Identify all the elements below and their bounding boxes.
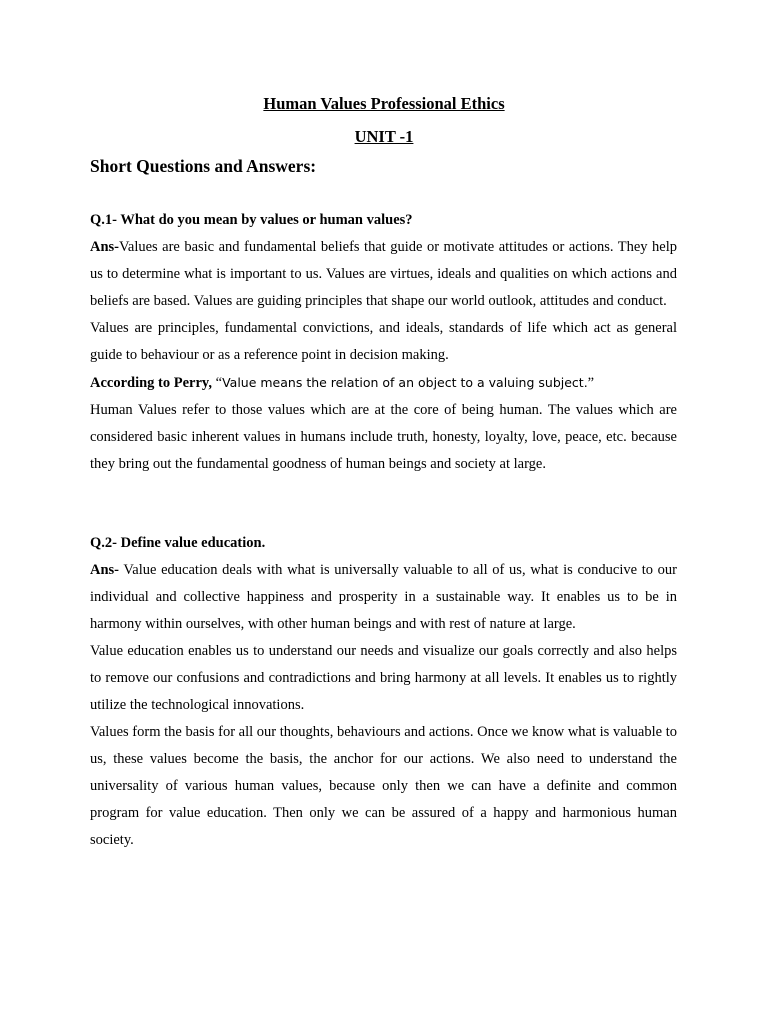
unit-heading: UNIT -1 <box>354 127 414 146</box>
question-1: Q.1- What do you mean by values or human values? <box>90 212 413 228</box>
perry-label: According to Perry, <box>90 375 213 391</box>
document-title: Human Values Professional Ethics <box>263 94 505 113</box>
answer-2-paragraph-3: Values form the basis for all our thoughts, behaviours and actions. Once we know what is valuable to us, these values become the basis, the anchor for our actions. We also need to understand the universality of various human values, because only then we can have a definite and common program for value education. Then only we can be assured of a happy and harmonious human society. <box>90 724 677 848</box>
answer-2-paragraph-2: Value education enables us to understand our needs and visualize our goals correctly and also helps to remove our confusions and contradictions and bring harmony at all levels. It enables us to rightly utilize the technological innovations. <box>90 643 677 713</box>
perry-quote: Value means the relation of an object to a valuing subject. <box>222 375 588 390</box>
perry-quote-line: According to Perry, “Value means the relation of an object to a valuing subject.” <box>90 375 595 391</box>
answer-label: Ans- <box>90 562 120 578</box>
answer-1 <box>90 234 677 478</box>
section-heading: Short Questions and Answers: <box>90 156 317 176</box>
answer-label: Ans- <box>90 239 120 255</box>
answer-1-paragraph-3: Human Values refer to those values which are at the core of being human. The values which are considered basic inherent values in humans include truth, honesty, loyalty, love, peace, etc. because they bring out the fundamental goodness of human beings and society at large. <box>90 402 677 472</box>
answer-2 <box>90 557 677 854</box>
answer-1-paragraph-1: Ans-Values are basic and fundamental beliefs that guide or motivate attitudes or actions. They help us to determine what is important to us. Values are virtues, ideals and qualities on which actions and beliefs are based. Values are guiding principles that shape our world outlook, attitudes and conduct. <box>90 239 677 309</box>
answer-1-paragraph-2: Values are principles, fundamental convictions, and ideals, standards of life which act as general guide to behaviour or as a reference point in decision making. <box>90 320 677 363</box>
answer-2-paragraph-1: Ans- Value education deals with what is universally valuable to all of us, what is conducive to our individual and collective happiness and prosperity in a sustainable way. It enables us to be in harmony within ourselves, with other human beings and with rest of nature at large. <box>90 562 677 632</box>
question-2: Q.2- Define value education. <box>90 535 266 551</box>
